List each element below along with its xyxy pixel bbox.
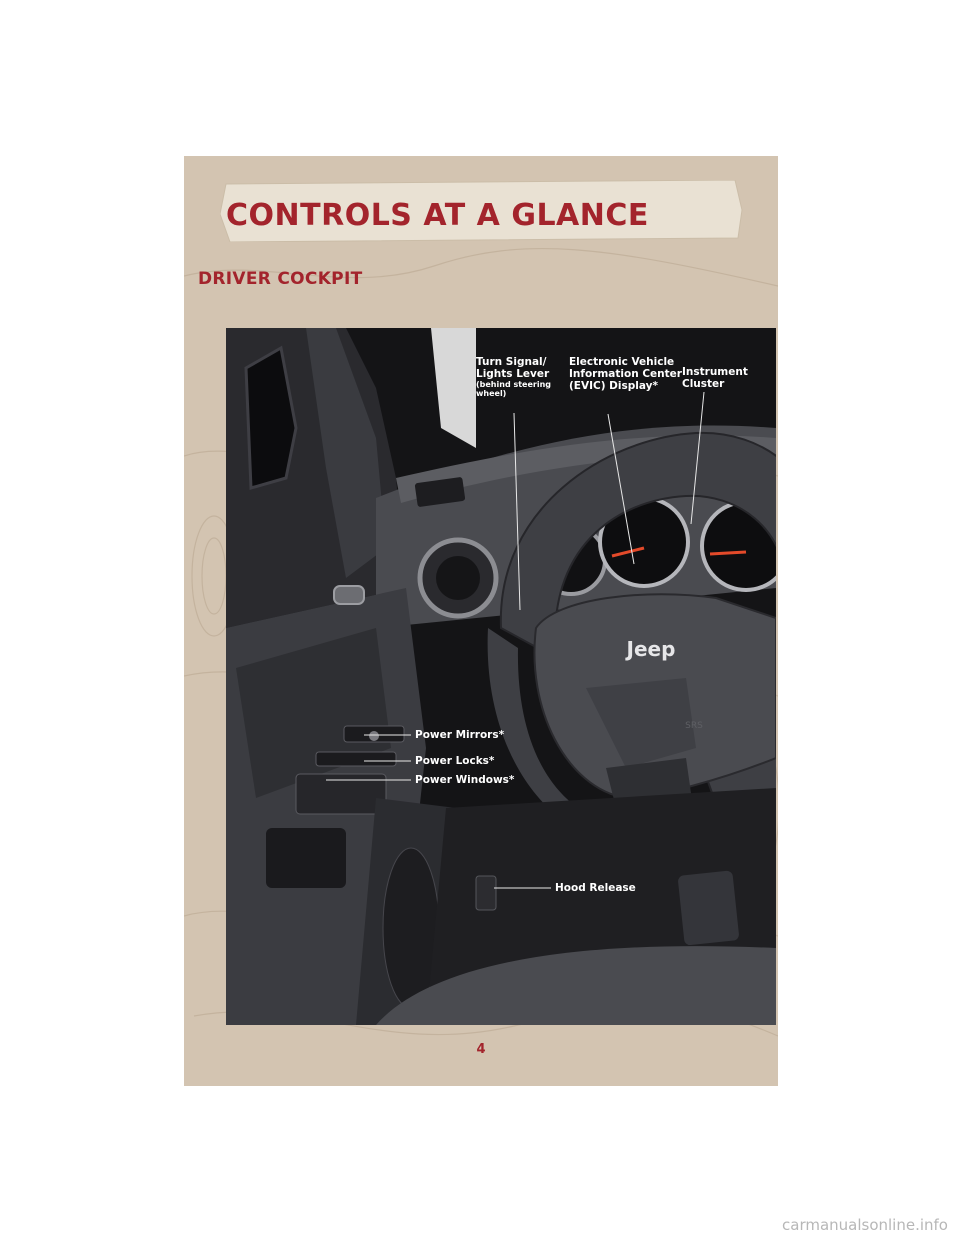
steering-logo: Jeep [626,637,676,661]
page-number: 4 [476,1042,486,1057]
callout-power-windows: Power Windows* [415,774,515,786]
banner-title: CONTROLS AT A GLANCE [226,198,649,233]
callout-instrument-cluster: Instrument Cluster [682,366,748,390]
cockpit-illustration [226,328,776,1025]
callout-power-mirrors: Power Mirrors* [415,729,505,741]
callout-evic-display: Electronic Vehicle Information Center (EVIC) Display* [569,356,682,392]
callout-turn-signal: Turn Signal/ Lights Lever (behind steering wheel) [476,356,551,398]
callout-power-locks: Power Locks* [415,755,495,767]
callout-hood-release: Hood Release [555,882,636,894]
watermark: carmanualsonline.info [782,1216,948,1234]
manual-page [184,156,778,1086]
section-title: DRIVER COCKPIT [198,269,363,289]
airbag-label: SRS [685,721,703,731]
cockpit-photo [226,328,776,1025]
